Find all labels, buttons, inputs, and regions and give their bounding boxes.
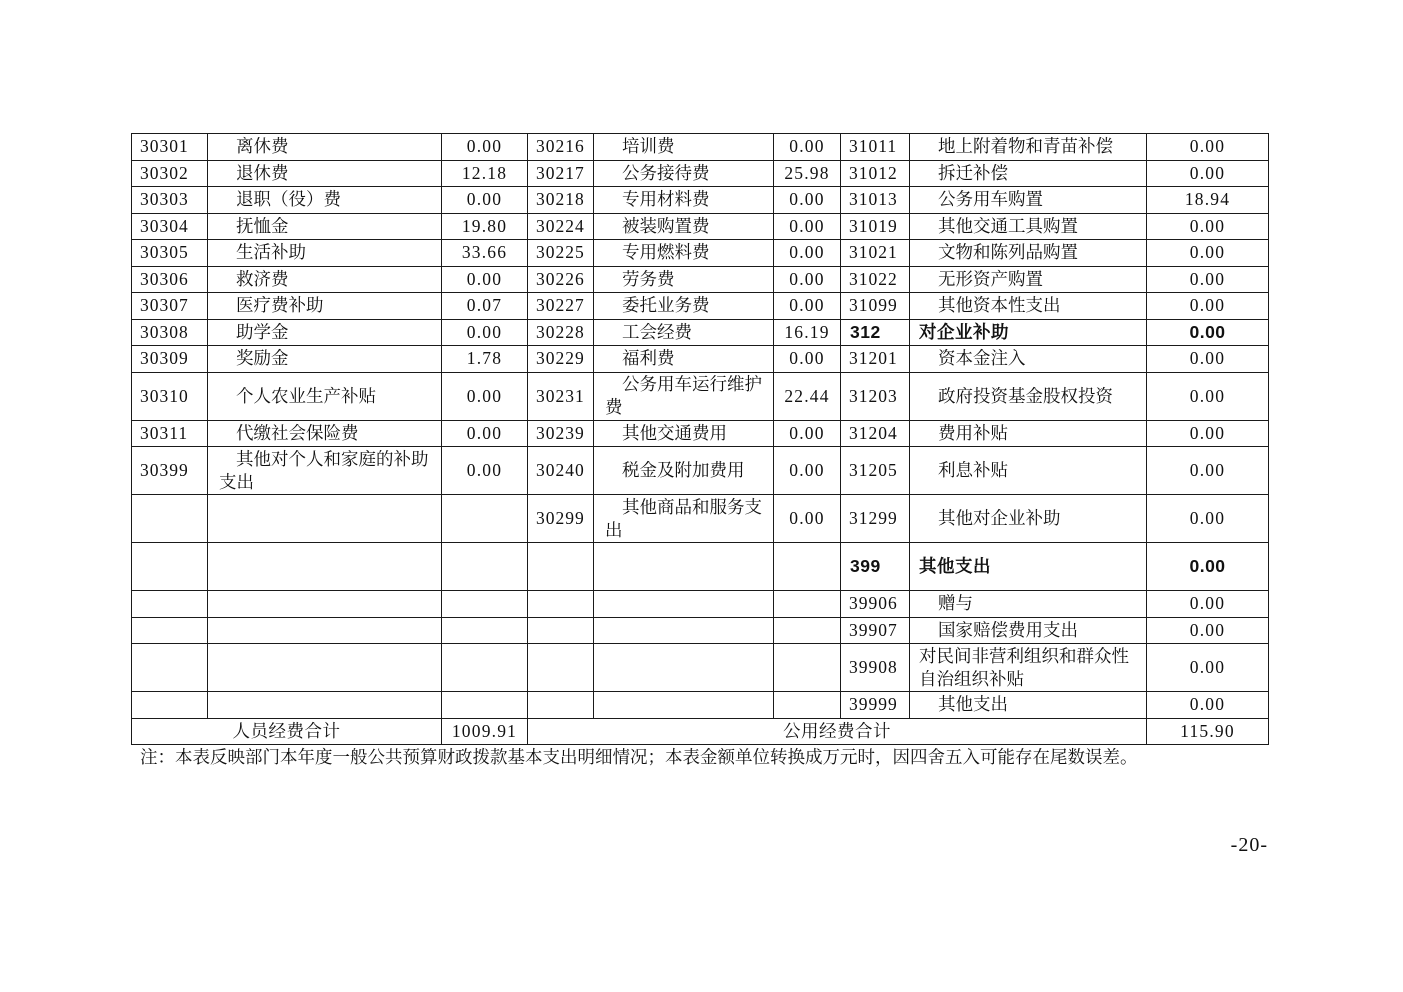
capital-amount-cell: 0.00 xyxy=(1147,134,1269,161)
public-code-cell: 30225 xyxy=(528,240,594,267)
table-row xyxy=(132,266,1269,293)
public-code-cell: 30227 xyxy=(528,293,594,320)
personnel-code-cell: 30310 xyxy=(132,372,208,420)
personnel-amount-cell: 0.00 xyxy=(442,266,528,293)
public-amount-cell: 0.00 xyxy=(774,187,841,214)
personnel-code-cell: 30309 xyxy=(132,346,208,373)
table-row xyxy=(132,160,1269,187)
public-amount-cell: 0.00 xyxy=(774,346,841,373)
capital-name-cell: 政府投资基金股权投资 xyxy=(910,372,1147,420)
capital-name-cell: 对企业补助 xyxy=(910,319,1147,346)
personnel-amount-cell: 0.00 xyxy=(442,187,528,214)
capital-code-cell: 31021 xyxy=(841,240,910,267)
capital-code-cell: 31099 xyxy=(841,293,910,320)
public-amount-cell: 25.98 xyxy=(774,160,841,187)
table-row xyxy=(132,495,1269,543)
capital-code-cell: 31011 xyxy=(841,134,910,161)
empty-cell xyxy=(594,543,774,591)
public-amount-cell: 0.00 xyxy=(774,134,841,161)
personnel-amount-cell: 0.00 xyxy=(442,420,528,447)
empty-cell xyxy=(594,617,774,644)
personnel-code-cell: 30306 xyxy=(132,266,208,293)
public-name-cell: 专用材料费 xyxy=(594,187,774,214)
table-row xyxy=(132,372,1269,420)
capital-amount-cell: 0.00 xyxy=(1147,692,1269,719)
public-name-cell: 工会经费 xyxy=(594,319,774,346)
capital-amount-cell: 0.00 xyxy=(1147,420,1269,447)
empty-cell xyxy=(528,617,594,644)
empty-cell xyxy=(132,543,208,591)
personnel-amount-cell: 0.00 xyxy=(442,372,528,420)
capital-code-cell: 31012 xyxy=(841,160,910,187)
public-name-cell: 其他交通费用 xyxy=(594,420,774,447)
personnel-code-cell: 30301 xyxy=(132,134,208,161)
empty-cell xyxy=(442,495,528,543)
table-row xyxy=(132,644,1269,692)
capital-code-cell: 31203 xyxy=(841,372,910,420)
capital-code-cell: 39999 xyxy=(841,692,910,719)
public-code-cell: 30224 xyxy=(528,213,594,240)
personnel-code-cell: 30308 xyxy=(132,319,208,346)
public-amount-cell: 22.44 xyxy=(774,372,841,420)
empty-cell xyxy=(594,644,774,692)
table-row xyxy=(132,447,1269,495)
capital-code-cell: 31204 xyxy=(841,420,910,447)
capital-code-cell: 312 xyxy=(841,319,910,346)
public-amount-cell: 16.19 xyxy=(774,319,841,346)
personnel-amount-cell: 33.66 xyxy=(442,240,528,267)
personnel-name-cell: 其他对个人和家庭的补助支出 xyxy=(208,447,442,495)
empty-cell xyxy=(594,591,774,618)
personnel-name-cell: 抚恤金 xyxy=(208,213,442,240)
empty-cell xyxy=(442,692,528,719)
public-code-cell: 30216 xyxy=(528,134,594,161)
public-amount-cell: 0.00 xyxy=(774,266,841,293)
public-name-cell: 专用燃料费 xyxy=(594,240,774,267)
public-code-cell: 30239 xyxy=(528,420,594,447)
capital-name-cell: 利息补贴 xyxy=(910,447,1147,495)
empty-cell xyxy=(132,644,208,692)
personnel-amount-cell: 0.00 xyxy=(442,447,528,495)
capital-name-cell: 对民间非营利组织和群众性自治组织补贴 xyxy=(910,644,1147,692)
personnel-name-cell: 救济费 xyxy=(208,266,442,293)
empty-cell xyxy=(208,495,442,543)
public-name-cell: 劳务费 xyxy=(594,266,774,293)
personnel-amount-cell: 1.78 xyxy=(442,346,528,373)
personnel-code-cell: 30307 xyxy=(132,293,208,320)
personnel-amount-cell: 0.00 xyxy=(442,319,528,346)
personnel-name-cell: 个人农业生产补贴 xyxy=(208,372,442,420)
capital-amount-cell: 18.94 xyxy=(1147,187,1269,214)
empty-cell xyxy=(442,644,528,692)
personnel-name-cell: 助学金 xyxy=(208,319,442,346)
personnel-amount-cell: 12.18 xyxy=(442,160,528,187)
capital-name-cell: 其他支出 xyxy=(910,692,1147,719)
empty-cell xyxy=(774,644,841,692)
capital-code-cell: 39908 xyxy=(841,644,910,692)
public-name-cell: 委托业务费 xyxy=(594,293,774,320)
capital-amount-cell: 0.00 xyxy=(1147,617,1269,644)
public-amount-cell: 0.00 xyxy=(774,293,841,320)
empty-cell xyxy=(528,591,594,618)
empty-cell xyxy=(132,495,208,543)
public-amount-cell: 0.00 xyxy=(774,240,841,267)
capital-amount-cell: 0.00 xyxy=(1147,644,1269,692)
personnel-code-cell: 30305 xyxy=(132,240,208,267)
capital-name-cell: 文物和陈列品购置 xyxy=(910,240,1147,267)
table-row xyxy=(132,240,1269,267)
public-name-cell: 其他商品和服务支出 xyxy=(594,495,774,543)
capital-code-cell: 31205 xyxy=(841,447,910,495)
capital-amount-cell: 0.00 xyxy=(1147,266,1269,293)
capital-amount-cell: 0.00 xyxy=(1147,160,1269,187)
capital-amount-cell: 0.00 xyxy=(1147,213,1269,240)
personnel-total-amount: 1009.91 xyxy=(442,718,528,745)
table-row xyxy=(132,346,1269,373)
personnel-name-cell: 医疗费补助 xyxy=(208,293,442,320)
public-name-cell: 培训费 xyxy=(594,134,774,161)
public-code-cell: 30240 xyxy=(528,447,594,495)
empty-cell xyxy=(442,591,528,618)
capital-name-cell: 无形资产购置 xyxy=(910,266,1147,293)
public-code-cell: 30217 xyxy=(528,160,594,187)
public-code-cell: 30226 xyxy=(528,266,594,293)
empty-cell xyxy=(594,692,774,719)
capital-amount-cell: 0.00 xyxy=(1147,447,1269,495)
page-number: -20- xyxy=(1230,834,1268,856)
personnel-name-cell: 代缴社会保险费 xyxy=(208,420,442,447)
capital-name-cell: 资本金注入 xyxy=(910,346,1147,373)
capital-code-cell: 39907 xyxy=(841,617,910,644)
public-amount-cell: 0.00 xyxy=(774,447,841,495)
empty-cell xyxy=(774,692,841,719)
table-row xyxy=(132,692,1269,719)
public-name-cell: 税金及附加费用 xyxy=(594,447,774,495)
expenditure-detail-table-wrapper xyxy=(131,133,1268,745)
public-total-label: 公用经费合计 xyxy=(528,718,1147,745)
empty-cell xyxy=(442,543,528,591)
empty-cell xyxy=(132,692,208,719)
personnel-code-cell: 30311 xyxy=(132,420,208,447)
capital-code-cell: 31201 xyxy=(841,346,910,373)
table-row xyxy=(132,543,1269,591)
capital-code-cell: 399 xyxy=(841,543,910,591)
public-code-cell: 30228 xyxy=(528,319,594,346)
public-name-cell: 公务接待费 xyxy=(594,160,774,187)
capital-name-cell: 其他资本性支出 xyxy=(910,293,1147,320)
empty-cell xyxy=(208,644,442,692)
personnel-code-cell: 30302 xyxy=(132,160,208,187)
capital-amount-cell: 0.00 xyxy=(1147,591,1269,618)
capital-name-cell: 其他支出 xyxy=(910,543,1147,591)
capital-amount-cell: 0.00 xyxy=(1147,372,1269,420)
personnel-amount-cell: 0.07 xyxy=(442,293,528,320)
capital-code-cell: 39906 xyxy=(841,591,910,618)
public-name-cell: 被装购置费 xyxy=(594,213,774,240)
public-amount-cell: 0.00 xyxy=(774,420,841,447)
table-row xyxy=(132,213,1269,240)
capital-amount-cell: 0.00 xyxy=(1147,543,1269,591)
capital-name-cell: 地上附着物和青苗补偿 xyxy=(910,134,1147,161)
personnel-name-cell: 退职（役）费 xyxy=(208,187,442,214)
empty-cell xyxy=(774,591,841,618)
capital-name-cell: 费用补贴 xyxy=(910,420,1147,447)
empty-cell xyxy=(442,617,528,644)
personnel-amount-cell: 0.00 xyxy=(442,134,528,161)
personnel-code-cell: 30303 xyxy=(132,187,208,214)
totals-row xyxy=(132,718,1269,745)
table-row xyxy=(132,319,1269,346)
public-amount-cell: 0.00 xyxy=(774,213,841,240)
empty-cell xyxy=(528,543,594,591)
empty-cell xyxy=(774,543,841,591)
table-totals xyxy=(132,718,1269,745)
capital-name-cell: 赠与 xyxy=(910,591,1147,618)
personnel-total-label: 人员经费合计 xyxy=(132,718,442,745)
personnel-code-cell: 30304 xyxy=(132,213,208,240)
public-code-cell: 30218 xyxy=(528,187,594,214)
personnel-name-cell: 奖励金 xyxy=(208,346,442,373)
empty-cell xyxy=(528,644,594,692)
public-code-cell: 30299 xyxy=(528,495,594,543)
empty-cell xyxy=(132,591,208,618)
personnel-amount-cell: 19.80 xyxy=(442,213,528,240)
public-code-cell: 30231 xyxy=(528,372,594,420)
public-name-cell: 公务用车运行维护费 xyxy=(594,372,774,420)
table-body xyxy=(132,134,1269,719)
public-total-amount: 115.90 xyxy=(1147,718,1269,745)
empty-cell xyxy=(208,591,442,618)
personnel-name-cell: 离休费 xyxy=(208,134,442,161)
expenditure-detail-table xyxy=(131,133,1269,745)
table-row xyxy=(132,617,1269,644)
capital-amount-cell: 0.00 xyxy=(1147,495,1269,543)
empty-cell xyxy=(208,543,442,591)
public-code-cell: 30229 xyxy=(528,346,594,373)
public-amount-cell: 0.00 xyxy=(774,495,841,543)
capital-amount-cell: 0.00 xyxy=(1147,319,1269,346)
capital-amount-cell: 0.00 xyxy=(1147,346,1269,373)
empty-cell xyxy=(208,617,442,644)
capital-code-cell: 31299 xyxy=(841,495,910,543)
empty-cell xyxy=(774,617,841,644)
capital-amount-cell: 0.00 xyxy=(1147,293,1269,320)
capital-name-cell: 国家赔偿费用支出 xyxy=(910,617,1147,644)
personnel-name-cell: 退休费 xyxy=(208,160,442,187)
table-row xyxy=(132,293,1269,320)
capital-name-cell: 其他交通工具购置 xyxy=(910,213,1147,240)
capital-name-cell: 其他对企业补助 xyxy=(910,495,1147,543)
capital-code-cell: 31022 xyxy=(841,266,910,293)
table-row xyxy=(132,134,1269,161)
personnel-code-cell: 30399 xyxy=(132,447,208,495)
table-row xyxy=(132,591,1269,618)
table-row xyxy=(132,187,1269,214)
capital-amount-cell: 0.00 xyxy=(1147,240,1269,267)
table-row xyxy=(132,420,1269,447)
public-name-cell: 福利费 xyxy=(594,346,774,373)
table-footnote: 注：本表反映部门本年度一般公共预算财政拨款基本支出明细情况；本表金额单位转换成万元时，因四舍五入可能存在尾数误差。 xyxy=(140,747,1138,767)
personnel-name-cell: 生活补助 xyxy=(208,240,442,267)
empty-cell xyxy=(528,692,594,719)
capital-name-cell: 拆迁补偿 xyxy=(910,160,1147,187)
capital-code-cell: 31019 xyxy=(841,213,910,240)
empty-cell xyxy=(132,617,208,644)
capital-name-cell: 公务用车购置 xyxy=(910,187,1147,214)
empty-cell xyxy=(208,692,442,719)
capital-code-cell: 31013 xyxy=(841,187,910,214)
